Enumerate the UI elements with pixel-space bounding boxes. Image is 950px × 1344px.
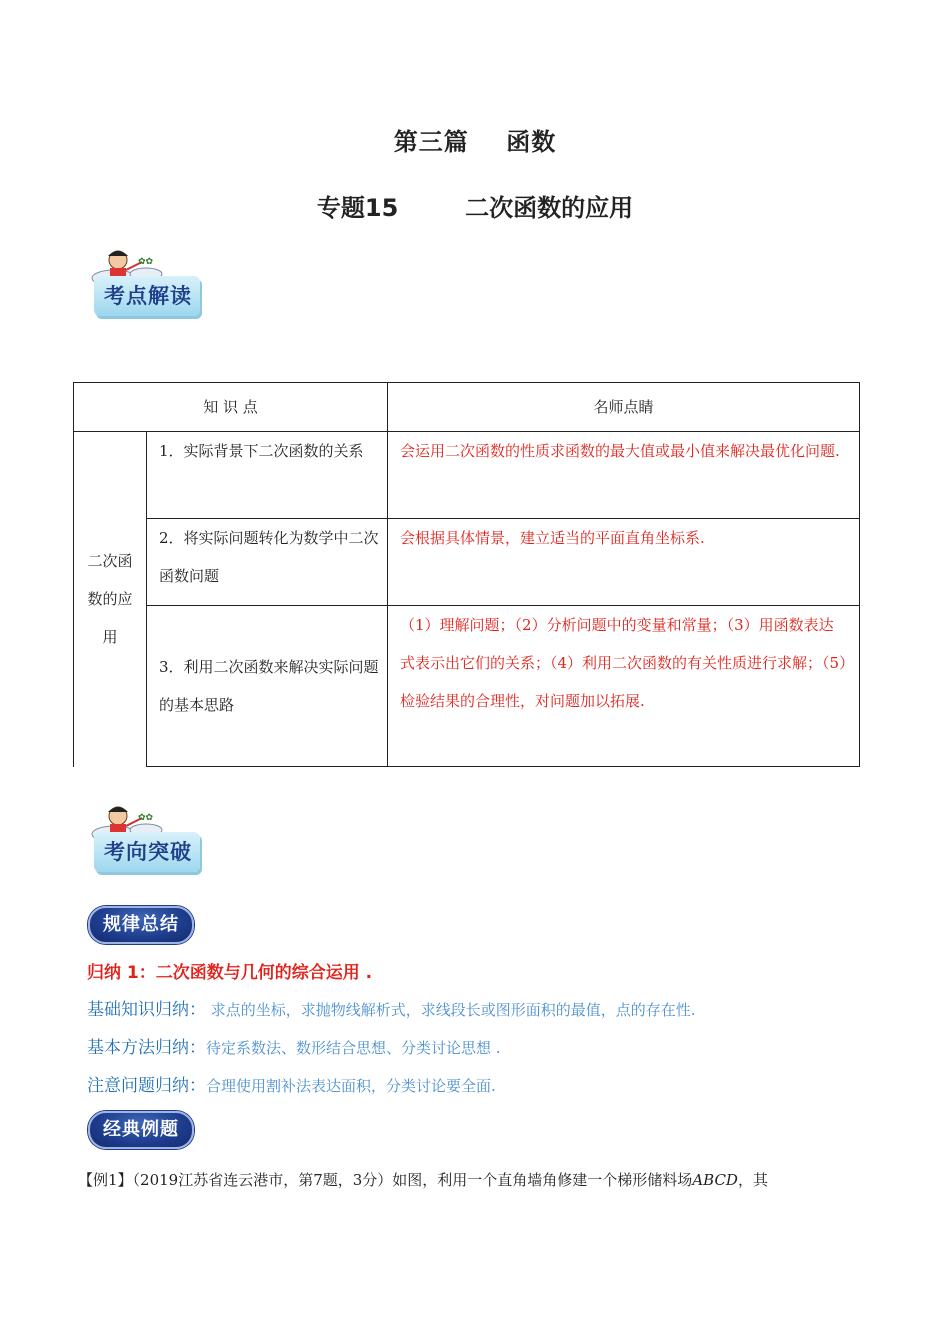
kaodian-badge [86,248,210,326]
kaoxiang-label: 考向突破 [104,839,192,864]
basic-method-text: 待定系数法、数形结合思想、分类讨论思想 . [206,1039,501,1057]
tip-cell: 会运用二次函数的性质求函数的最大值或最小值来解决最优化问题. [388,432,860,519]
col-points-header: 知 识 点 [74,383,388,432]
basic-knowledge-text: 求点的坐标，求抛物线解析式，求线段长或图形面积的最值，点的存在性. [206,1001,696,1019]
knowledge-table [73,382,860,767]
point-cell: 3．利用二次函数来解决实际问题的基本思路 [147,606,388,767]
part-title: 第三篇 函数 [393,128,557,156]
example-1-label: 【例1】 [78,1171,133,1189]
basic-knowledge-line [87,995,696,1020]
examples-pill: 经典例题 [88,1111,194,1149]
kaodian-label: 考点解读 [104,283,192,308]
point-cell: 2．将实际问题转化为数学中二次函数问题 [147,519,388,606]
topic-title: 专题15 二次函数的应用 [316,194,634,222]
svg-text:✿✿: ✿✿ [138,257,154,267]
basic-method-label: 基本方法归纳： [87,1038,206,1058]
category-cell: 二次函数的应用 [74,432,147,767]
basic-knowledge-label: 基础知识归纳： [87,1000,206,1020]
induction-heading: 归纳 1：二次函数与几何的综合运用 . [87,963,373,983]
tip-cell: （1）理解问题；（2）分析问题中的变量和常量；（3）用函数表达式表示出它们的关系；（4）利用二次函数的有关性质进行求解；（5）检验结果的合理性，对问题加以拓展. [388,606,860,767]
tip-cell: 会根据具体情景，建立适当的平面直角坐标系. [388,519,860,606]
attention-label: 注意问题归纳： [87,1076,206,1096]
example-1-tail: ，其 [737,1171,768,1189]
point-cell: 1．实际背景下二次函数的关系 [147,432,388,519]
svg-text:✿✿: ✿✿ [138,813,154,823]
example-1 [78,1169,768,1190]
kaoxiang-badge [86,804,210,882]
example-1-text: （2019江苏省连云港市，第7题，3分）如图，利用一个直角墙角修建一个梯形储料场 [132,1171,693,1189]
rule-summary-pill: 规律总结 [88,906,194,944]
basic-method-line [87,1033,501,1058]
attention-line [87,1071,496,1096]
attention-text: 合理使用割补法表达面积，分类讨论要全面. [206,1077,496,1095]
example-1-var: ABCD [692,1171,738,1189]
col-tips-header: 名师点睛 [388,383,860,432]
